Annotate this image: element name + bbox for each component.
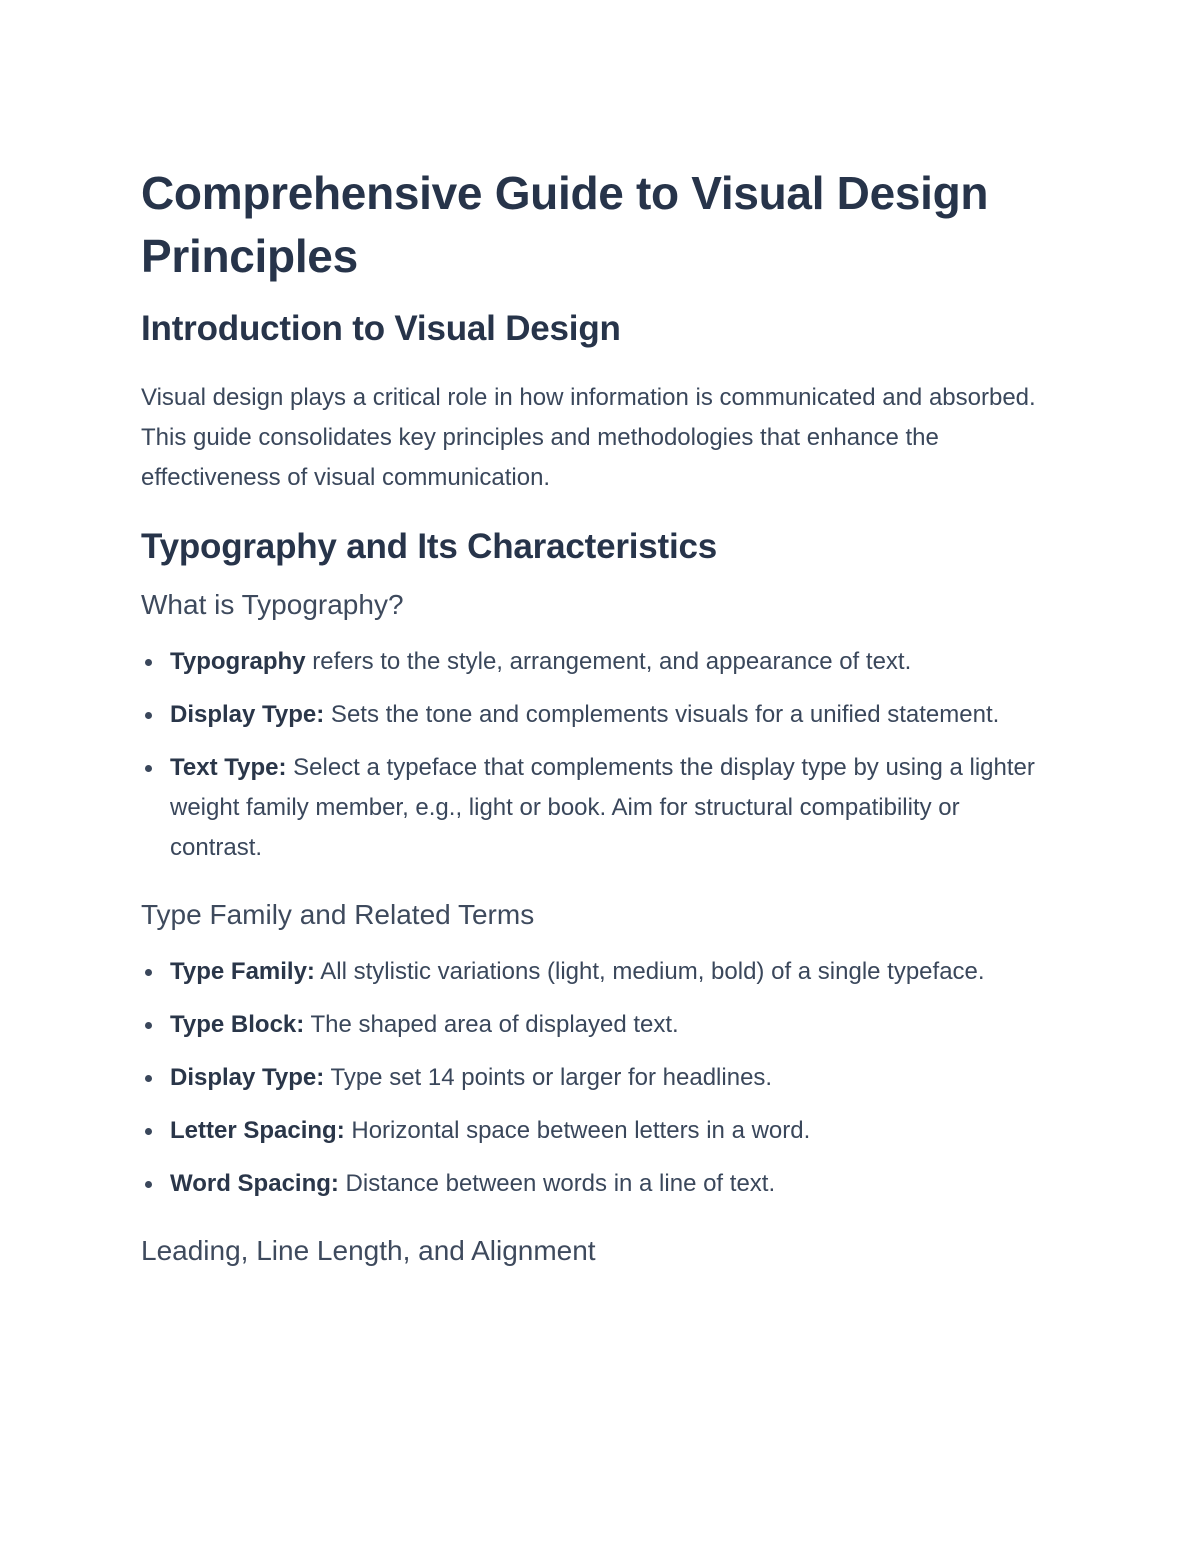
list-item-text: Type set 14 points or larger for headlines. [324,1064,773,1091]
list-item [170,748,1050,868]
list-item [170,1005,1050,1045]
list-item-term: Display Type: [170,701,325,728]
list-item-text: refers to the style, arrangement, and appearance of text. [305,648,912,675]
list-item-term: Letter Spacing: [170,1117,345,1144]
type-family-term-list [141,952,1050,1204]
subheading-leading-line-length-alignment: Leading, Line Length, and Alignment [141,1235,596,1266]
list-item-term: Type Block: [170,1011,305,1038]
list-item-text: Select a typeface that complements the display type by using a lighter weight family member, e.g., light or book. Aim for structural compatibility or contrast. [170,754,1035,861]
list-item-text: Distance between words in a line of text. [338,1170,776,1197]
list-item-text: Sets the tone and complements visuals for a unified statement. [324,701,1000,728]
subheading-what-is-typography: What is Typography? [141,589,404,620]
list-item-text: The shaped area of displayed text. [304,1011,679,1038]
subheading-type-family: Type Family and Related Terms [141,899,535,930]
list-item-text: Horizontal space between letters in a word. [344,1117,811,1144]
document-title: Comprehensive Guide to Visual Design Principles [141,167,989,282]
list-item-term: Type Family: [170,958,315,985]
list-item [170,952,1050,992]
list-item-term: Word Spacing: [170,1170,339,1197]
list-item [170,1164,1050,1204]
section-heading-introduction: Introduction to Visual Design [141,309,621,348]
list-item [170,1058,1050,1098]
list-item-term: Typography [170,648,306,675]
intro-paragraph: Visual design plays a critical role in how information is communicated and absorbed. This guide consolidates key principles and methodologies that enhance the effectiveness of visual communication. [141,384,1036,491]
section-heading-typography: Typography and Its Characteristics [141,527,718,566]
list-item [170,1111,1050,1151]
list-item [170,642,1050,682]
typography-definition-list [141,642,1050,868]
list-item-term: Text Type: [170,754,287,781]
list-item [170,695,1050,735]
list-item-term: Display Type: [170,1064,325,1091]
list-item-text: All stylistic variations (light, medium, bold) of a single typeface. [314,958,985,985]
